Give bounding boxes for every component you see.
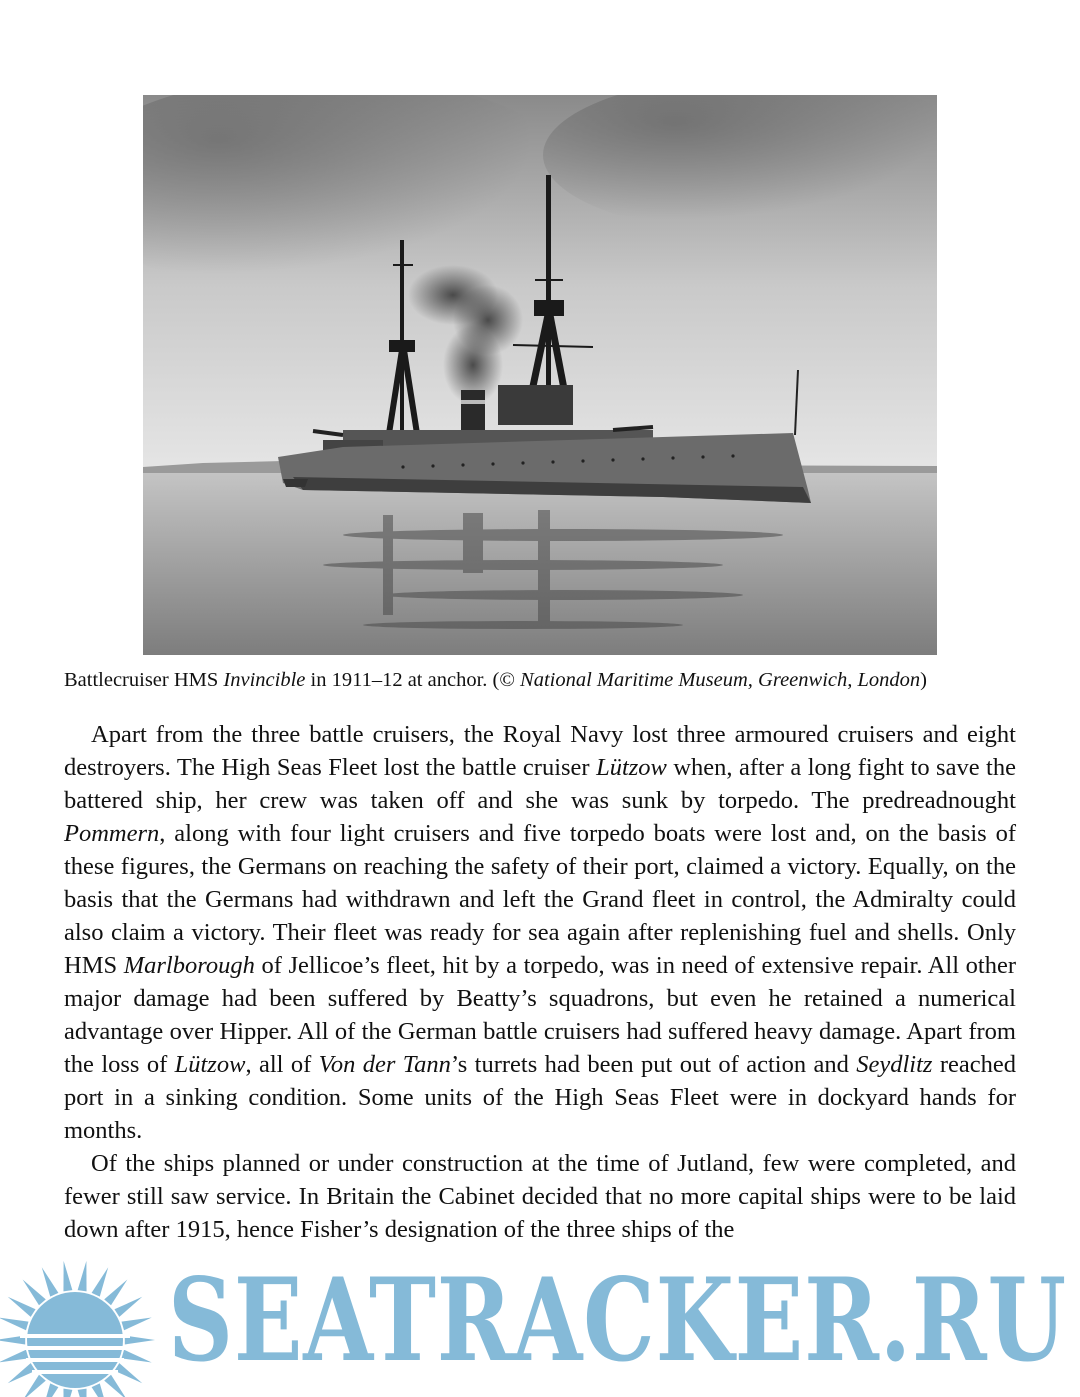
ship-name: Seydlitz [856, 1051, 933, 1078]
sun-ray [125, 1336, 155, 1345]
paragraph [64, 1147, 1016, 1246]
sun-ray [63, 1261, 72, 1292]
text-run: ’s turrets had been put out of action and [450, 1051, 857, 1078]
sun-ray [23, 1280, 46, 1306]
ship-name: Lützow [174, 1051, 246, 1078]
sun-ray [42, 1267, 59, 1296]
sun-ray [42, 1383, 59, 1397]
sun-ray [114, 1297, 142, 1317]
text-run: of Jellicoe’s fleet, hit by a torpedo, was in need of extensive repair. All other major damage had been suffered by Beatty’s squadrons, but even he retained a numerical advantage over Hipper. All of the German battle cruisers had suffered heavy damage. Apart from the loss of [64, 952, 1016, 1078]
caption-text: ) [920, 669, 927, 691]
sun-icon [0, 1240, 180, 1397]
caption-text: Battlecruiser HMS [64, 669, 224, 691]
text-run: when, after a long fight to save the battered ship, her crew was taken off and she was sunk by torpedo. The predreadnought [64, 754, 1016, 814]
sun-ray [92, 1383, 109, 1397]
sun-ray [122, 1350, 152, 1363]
text-run: reached port in a sinking condition. Some units of the High Seas Fleet were in dockyard hands for months. [64, 1051, 1016, 1144]
paragraph [64, 718, 1016, 1147]
caption-text: in 1911–12 at anchor. (© [305, 669, 521, 691]
sun-ray [0, 1336, 25, 1345]
text-run: Of the ships planned or under construction at the time of Jutland, few were completed, and fewer still saw service. In Britain the Cabinet decided that no more capital ships were to be laid down after 1915, hence Fisher’s designation of the three ships of the [64, 1150, 1016, 1243]
watermark-text: SEATRACKER.RU [168, 1253, 1067, 1387]
ship-name: Lützow [596, 754, 667, 781]
ship-name: Pommern [64, 820, 160, 847]
ship-name: Von der Tann [318, 1051, 451, 1078]
sun-ray [114, 1363, 142, 1383]
text-run: Apart from the three battle cruisers, the Royal Navy lost three armoured cruisers and eight destroyers. The High Seas Fleet lost the battle cruiser [64, 721, 1016, 781]
text-run: , along with four light cruisers and five torpedo boats were lost and, on the basis of these figures, the Germans on reaching the safety of their port, claimed a victory. Equally, on the basis that the Germans had withdrawn and left the Grand fleet in control, the Admiralty could also claim a victory. Their fleet was ready for sea again after replenishing fuel and shells. Only HMS [64, 820, 1016, 979]
body-text [64, 718, 1016, 1246]
sun-ray [78, 1261, 87, 1292]
caption-ship-name: Invincible [223, 669, 306, 691]
ship-name: Marlborough [123, 952, 255, 979]
sun-ray [104, 1375, 127, 1397]
sun-ray [104, 1280, 127, 1306]
sun-ray [0, 1350, 28, 1363]
photo-caption [64, 666, 1024, 694]
sun-ray [92, 1267, 109, 1296]
warship-photo [143, 95, 937, 655]
ship-photo [143, 95, 937, 655]
caption-credit: National Maritime Museum, Greenwich, London [520, 669, 921, 691]
sun-ray [63, 1389, 72, 1397]
sun-ray [78, 1389, 87, 1397]
sun-ray [0, 1317, 28, 1330]
sun-ray [8, 1363, 36, 1383]
sun-ray [122, 1317, 152, 1330]
sun-ray [8, 1297, 36, 1317]
sun-ray [23, 1375, 46, 1397]
text-run: , all of [245, 1051, 319, 1078]
watermark [0, 1240, 1080, 1397]
